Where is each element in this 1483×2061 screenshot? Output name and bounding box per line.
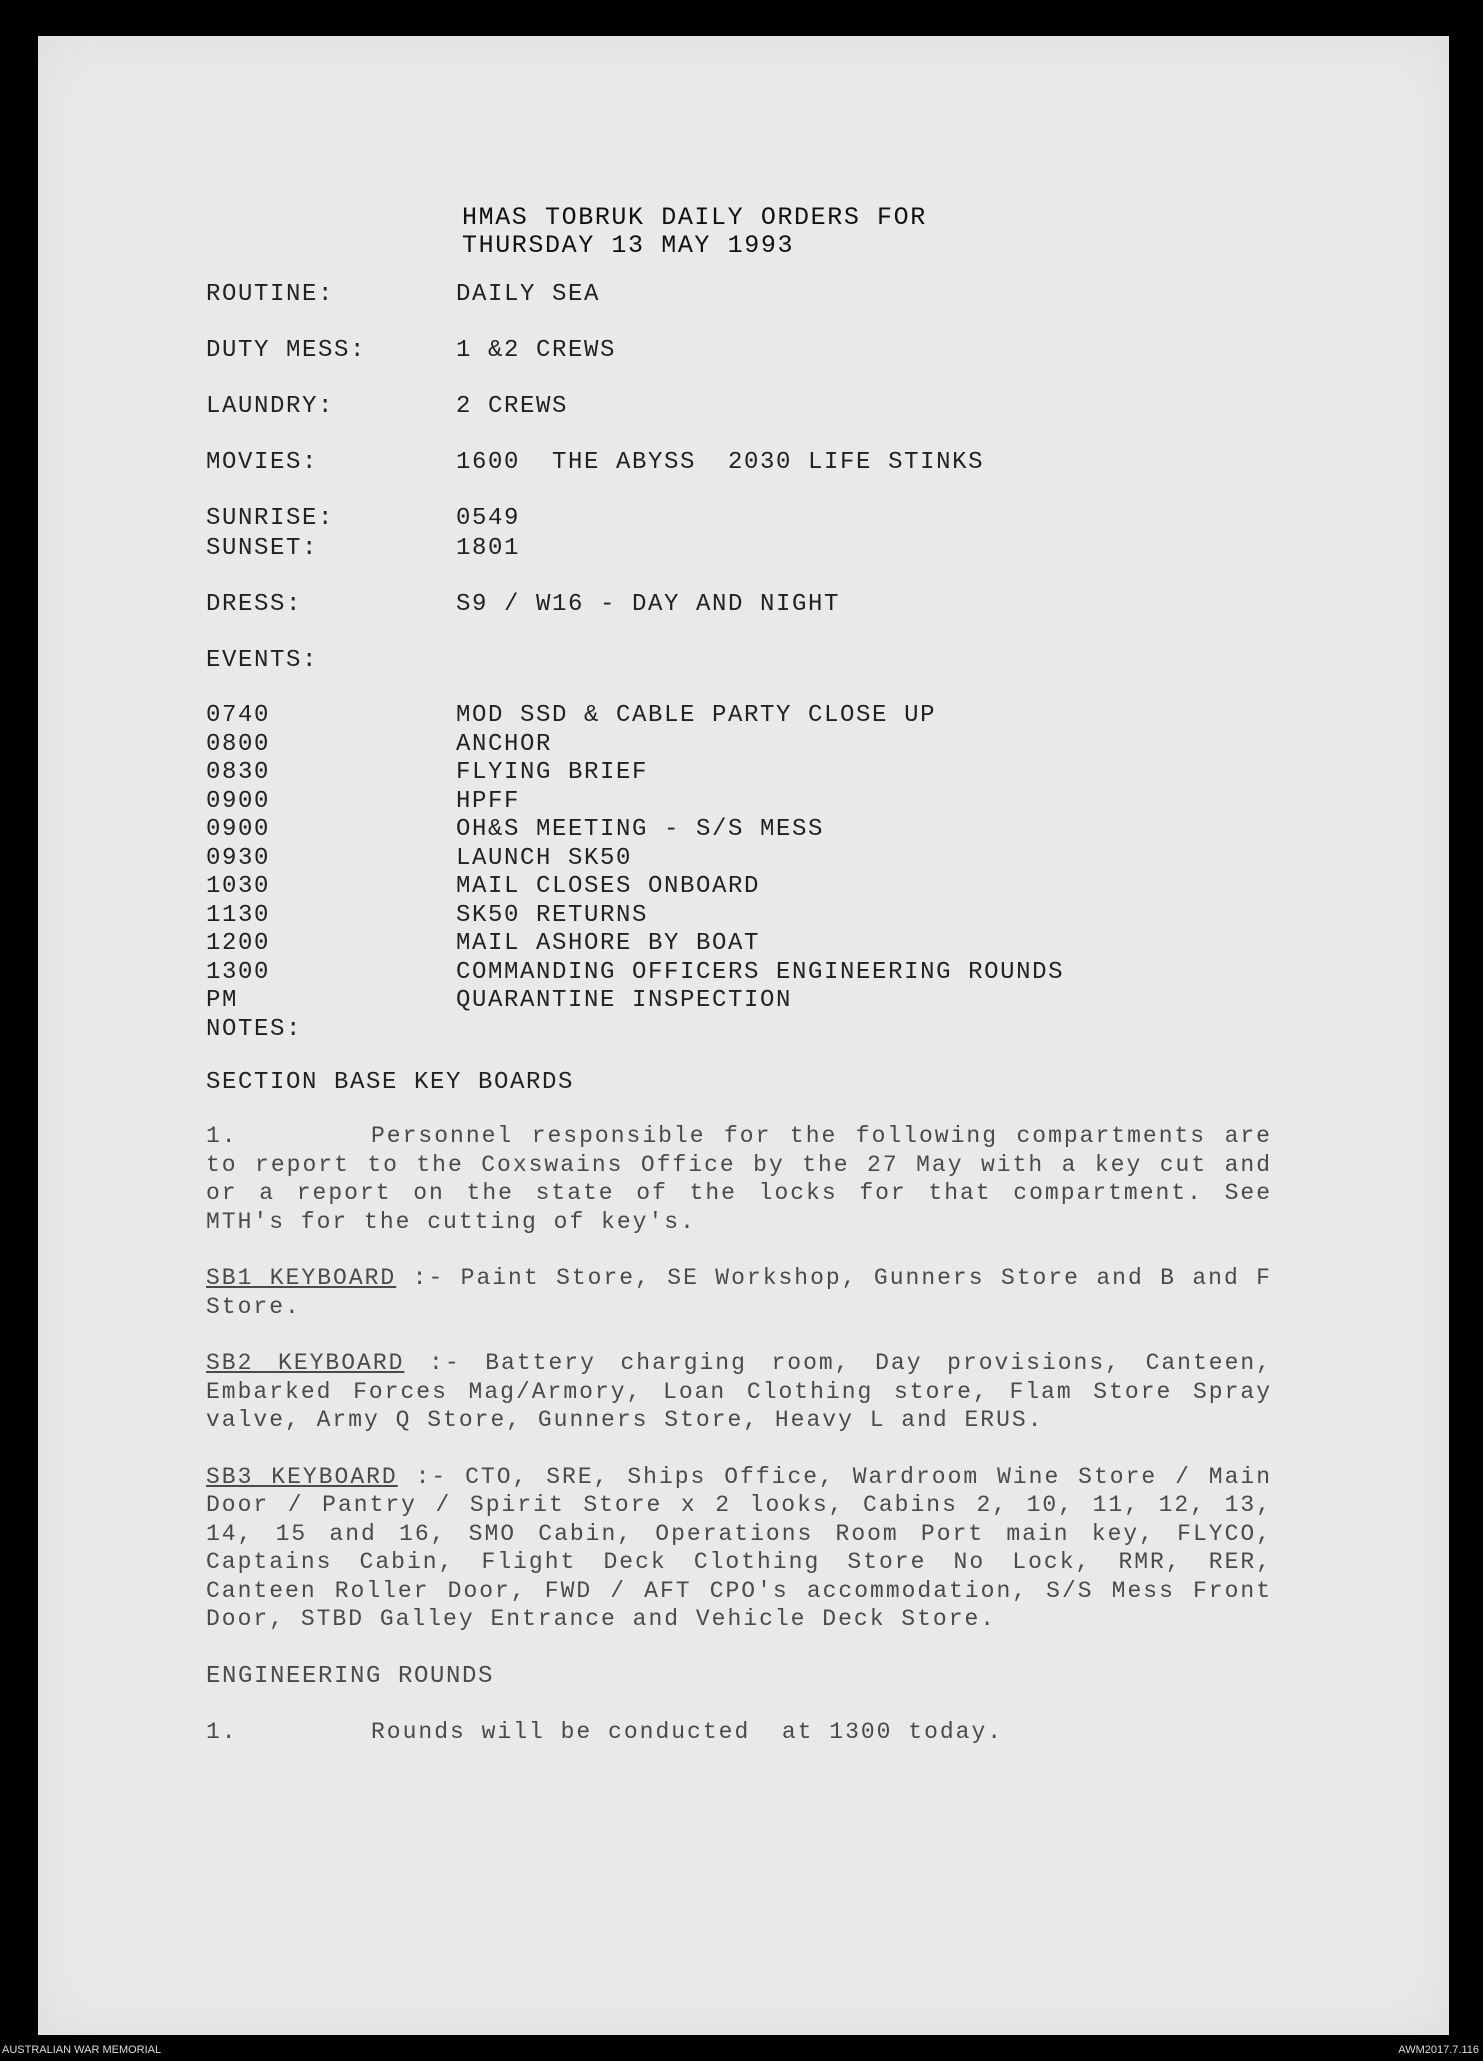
paragraph-1-text: Personnel responsible for the following compartments are to report to the Coxswains Office by the 27 May with a key cut and or a report on the state of the locks for that compartment. See MTH's for the cutting of key's. — [206, 1123, 1272, 1235]
event-row — [206, 987, 1286, 1016]
event-desc: MOD SSD & CABLE PARTY CLOSE UP — [456, 702, 937, 729]
sb2-label: SB2 KEYBOARD — [206, 1350, 405, 1376]
engineering-text: Rounds will be conducted at 1300 today. — [371, 1718, 1004, 1745]
event-row — [206, 930, 1286, 959]
engineering-heading-text: ENGINEERING ROUNDS — [206, 1662, 495, 1690]
sunrise-value: 0549 — [456, 505, 521, 532]
daily-orders-document — [206, 204, 1286, 1746]
movies-row — [206, 448, 1286, 478]
event-time: 1300 — [206, 958, 271, 986]
footer-archive-reference: AWM2017.7.116 — [1398, 2044, 1479, 2056]
document-title — [462, 204, 1286, 260]
sb2-text: :- Battery charging room, Day provisions, Canteen, Embarked Forces Mag/Armory, Loan Clothing store, Flam Store Spray valve, Army Q Store, Gunners Store, Heavy L and ERUS. — [206, 1350, 1272, 1433]
event-time: 0800 — [206, 730, 271, 758]
section-heading-text: SECTION BASE KEY BOARDS — [206, 1069, 575, 1096]
event-time: 0900 — [206, 816, 271, 843]
sb1-label: SB1 KEYBOARD — [206, 1265, 397, 1291]
sb2-paragraph — [206, 1349, 1272, 1435]
notes-label: NOTES: — [206, 1015, 303, 1043]
dress-label: DRESS: — [206, 591, 303, 618]
engineering-heading — [206, 1662, 1286, 1692]
duty-mess-label: DUTY MESS: — [206, 337, 367, 364]
event-row — [206, 788, 1286, 817]
title-line-1: HMAS TOBRUK DAILY ORDERS FOR — [462, 203, 927, 232]
sb3-paragraph — [206, 1463, 1272, 1634]
movies-value: 1600 THE ABYSS 2030 LIFE STINKS — [456, 449, 985, 476]
event-time: 1200 — [206, 930, 271, 957]
event-row — [206, 759, 1286, 788]
routine-label: ROUTINE: — [206, 281, 335, 308]
title-line-2: THURSDAY 13 MAY 1993 — [462, 231, 795, 260]
dress-value: S9 / W16 - DAY AND NIGHT — [456, 591, 841, 618]
event-desc: ANCHOR — [456, 730, 553, 758]
sb1-text: :- Paint Store, SE Workshop, Gunners Store and B and F Store. — [206, 1265, 1272, 1320]
sunset-row — [206, 534, 1286, 564]
event-desc: MAIL CLOSES ONBOARD — [456, 873, 761, 900]
events-heading-row — [206, 646, 1286, 676]
notes-row — [206, 1016, 1286, 1045]
event-desc: FLYING BRIEF — [456, 759, 649, 786]
event-desc: LAUNCH SK50 — [456, 844, 633, 872]
event-row — [206, 845, 1286, 874]
sb1-paragraph — [206, 1264, 1272, 1321]
sunrise-row — [206, 504, 1286, 534]
event-time: 0830 — [206, 759, 271, 786]
paragraph-1-number: 1. — [206, 1123, 238, 1149]
event-row — [206, 873, 1286, 902]
event-time: 0930 — [206, 844, 271, 872]
movies-label: MOVIES: — [206, 449, 319, 476]
routine-row — [206, 280, 1286, 310]
sunset-value: 1801 — [456, 535, 521, 562]
laundry-value: 2 CREWS — [456, 393, 569, 420]
events-label: EVENTS: — [206, 647, 319, 674]
events-list — [206, 702, 1286, 1044]
engineering-number: 1. — [206, 1718, 238, 1745]
sunrise-label: SUNRISE: — [206, 505, 335, 532]
event-time: 1030 — [206, 873, 271, 900]
event-desc: SK50 RETURNS — [456, 901, 649, 929]
section-heading — [206, 1068, 1286, 1098]
event-time: 0740 — [206, 702, 271, 729]
laundry-label: LAUNDRY: — [206, 393, 335, 420]
duty-mess-value: 1 &2 CREWS — [456, 337, 617, 364]
event-row — [206, 902, 1286, 931]
event-row — [206, 959, 1286, 988]
sb3-label: SB3 KEYBOARD — [206, 1463, 398, 1490]
event-desc: MAIL ASHORE BY BOAT — [456, 930, 761, 957]
paragraph-1 — [206, 1122, 1272, 1236]
event-row — [206, 702, 1286, 731]
routine-value: DAILY SEA — [456, 281, 601, 308]
engineering-paragraph — [206, 1718, 1272, 1747]
event-desc: HPFF — [456, 787, 521, 815]
sunset-label: SUNSET: — [206, 535, 319, 562]
event-desc: OH&S MEETING - S/S MESS — [456, 816, 825, 843]
event-desc: QUARANTINE INSPECTION — [456, 987, 793, 1014]
sb3-text: :- CTO, SRE, Ships Office, Wardroom Wine Store / Main Door / Pantry / Spirit Store x 2 looks, Cabins 2, 10, 11, 12, 13, 14, 15 and 16, SMO Cabin, Operations Room Port main key, FLYCO, Captains Cabin, Flight Deck Clothing Store No Lock, RMR, RER, Canteen Roller Door, FWD / AFT CPO's accommodation, S/S Mess Front Door, STBD Galley Entrance and Vehicle Deck Store. — [206, 1463, 1272, 1632]
event-desc: COMMANDING OFFICERS ENGINEERING ROUNDS — [456, 958, 1065, 986]
event-time: 1130 — [206, 901, 271, 929]
laundry-row — [206, 392, 1286, 422]
footer-archive-name: AUSTRALIAN WAR MEMORIAL — [2, 2044, 162, 2056]
event-time: PM — [206, 987, 239, 1014]
event-row — [206, 816, 1286, 845]
dress-row — [206, 590, 1286, 620]
event-row — [206, 731, 1286, 760]
event-time: 0900 — [206, 787, 271, 815]
duty-mess-row — [206, 336, 1286, 366]
